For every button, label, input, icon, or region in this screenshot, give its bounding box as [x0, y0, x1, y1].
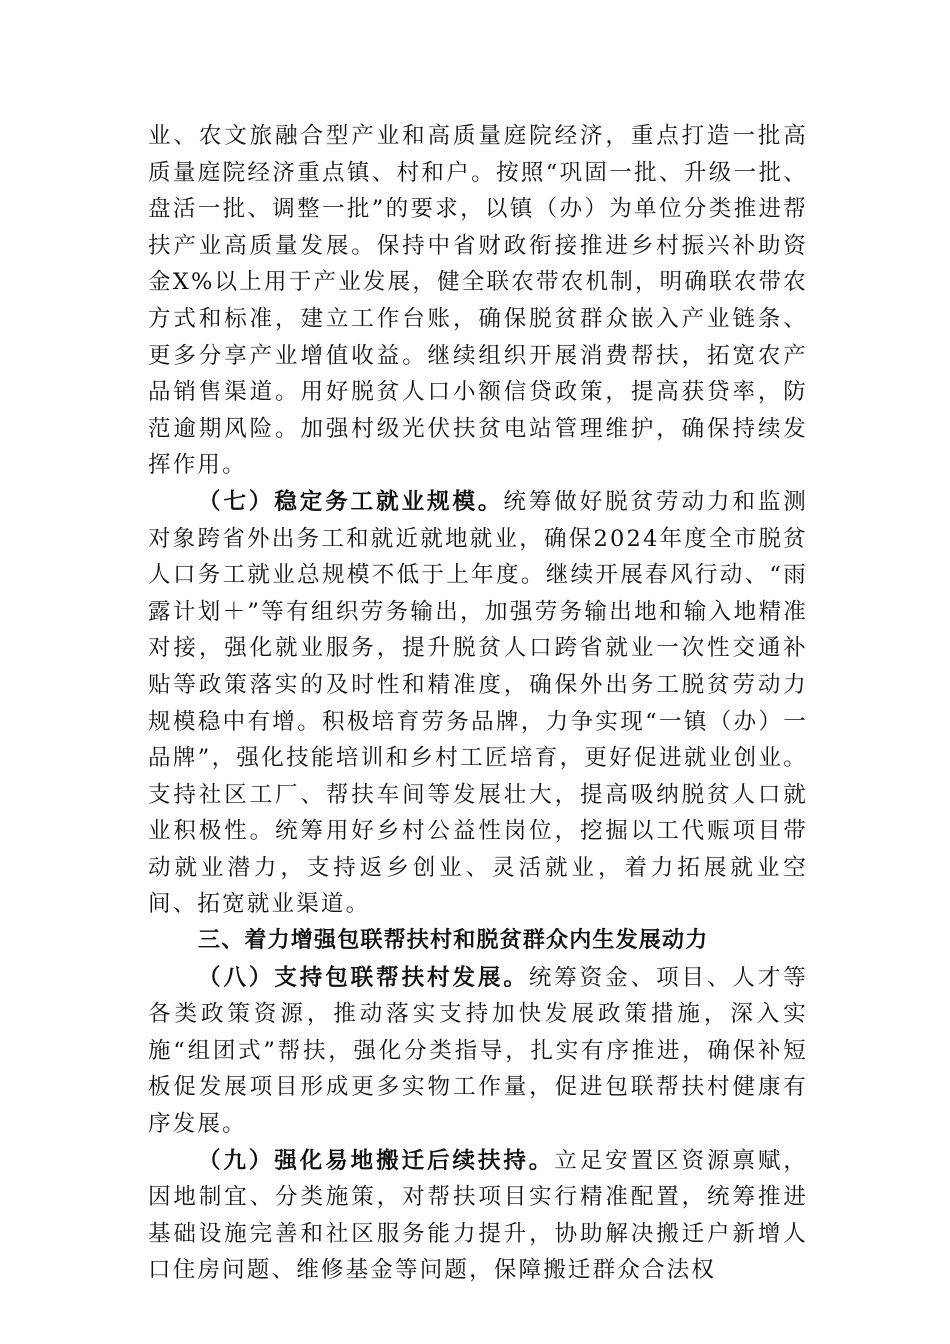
paragraph-village-support	[148, 960, 808, 1143]
section-heading-three: 三、着力增强包联帮扶村和脱贫群众内生发展动力	[198, 928, 709, 954]
paragraph-relocation-support-body: 立足安置区资源禀赋，因地制宜、分类施策，对帮扶项目实行精准配置，统筹推进基础设施完善和社区服务能力提升，协助解决搬迁户新增人口住房问题、维修基金等问题，保障搬迁群众合法权	[148, 1147, 808, 1284]
paragraph-employment	[148, 484, 808, 923]
paragraph-employment-body: 统筹做好脱贫劳动力和监测对象跨省外出务工和就近就地就业，确保2024年度全市脱贫人口务工就业总规模不低于上年度。继续开展春风行动、“雨露计划＋”等有组织劳务输出，加强劳务输出地和输入地精准对接，强化就业服务，提升脱贫人口跨省就业一次性交通补贴等政策落实的及时性和精准度，确保外出务工脱贫劳动力规模稳中有增。积极培育劳务品牌，力争实现“一镇（办）一品牌”，强化技能培训和乡村工匠培育，更好促进就业创业。支持社区工厂、帮扶车间等发展壮大，提高吸纳脱贫人口就业积极性。统筹用好乡村公益性岗位，挖掘以工代赈项目带动就业潜力，支持返乡创业、灵活就业，着力拓展就业空间、拓宽就业渠道。	[148, 488, 808, 918]
paragraph-relocation-support	[148, 1143, 808, 1289]
paragraph-employment-lead: （七）稳定务工就业规模。	[198, 488, 504, 515]
document-page	[148, 118, 808, 1289]
paragraph-village-support-lead: （八）支持包联帮扶村发展。	[198, 964, 529, 991]
paragraph-village-support-body: 统筹资金、项目、人才等各类政策资源，推动落实支持加快发展政策措施，深入实施“组团式”帮扶，强化分类指导，扎实有序推进，确保补短板促发展项目形成更多实物工作量，促进包联帮扶村健康有序发展。	[148, 964, 809, 1138]
paragraph-industry-development: 业、农文旅融合型产业和高质量庭院经济，重点打造一批高质量庭院经济重点镇、村和户。按照“巩固一批、升级一批、盘活一批、调整一批”的要求，以镇（办）为单位分类推进帮扶产业高质量发展。保持中省财政衔接推进乡村振兴补助资金X%以上用于产业发展，健全联农带农机制，明确联农带农方式和标准，建立工作台账，确保脱贫群众嵌入产业链条、更多分享产业增值收益。继续组织开展消费帮扶，拓宽农产品销售渠道。用好脱贫人口小额信贷政策，提高获贷率，防范逾期风险。加强村级光伏扶贫电站管理维护，确保持续发挥作用。	[148, 123, 808, 479]
paragraph-relocation-support-lead: （九）强化易地搬迁后续扶持。	[198, 1147, 555, 1174]
